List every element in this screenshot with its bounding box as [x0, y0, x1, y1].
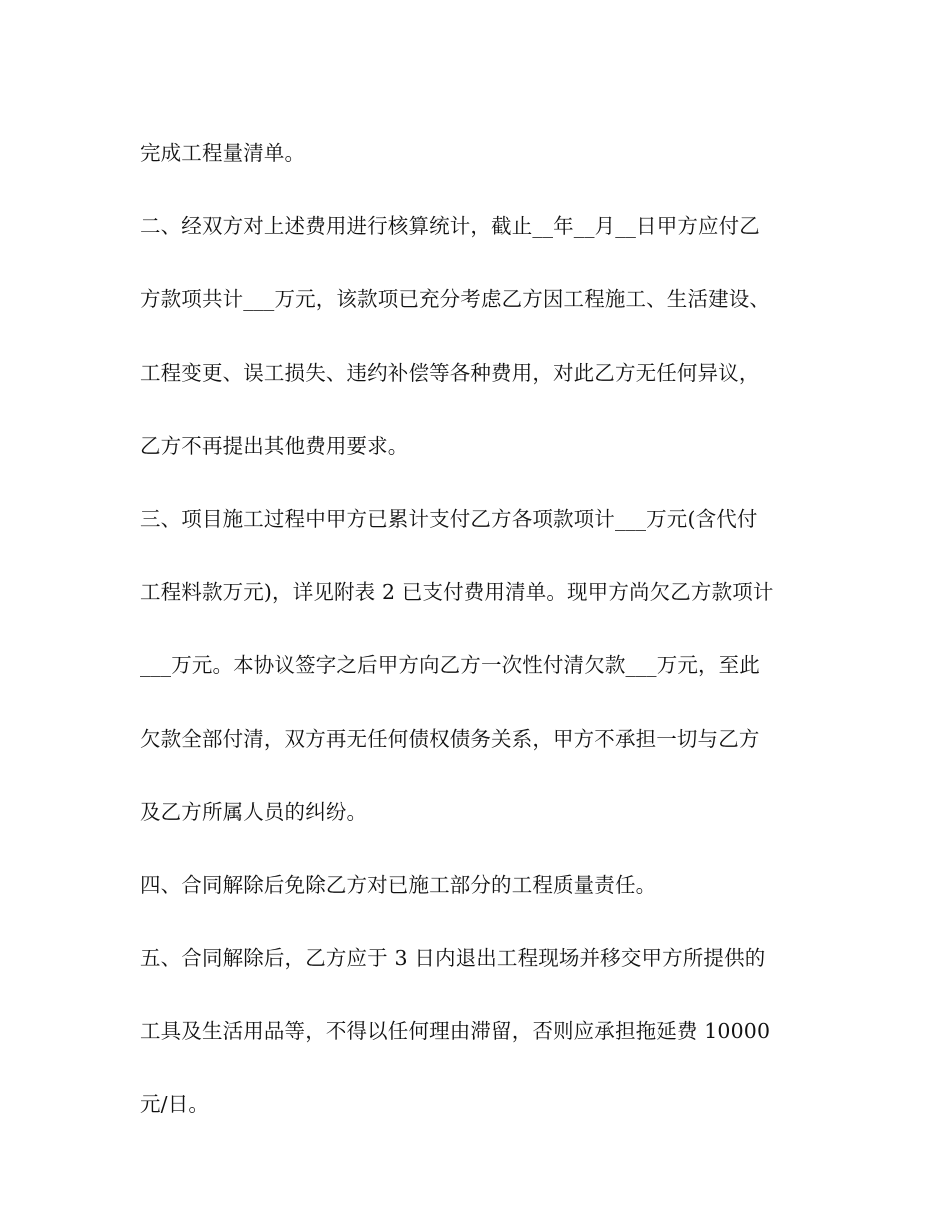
text-line: 五、合同解除后，乙方应于 3 日内退出工程现场并移交甲方所提供的	[140, 946, 766, 971]
agreement-body-text	[140, 117, 810, 1142]
text-line: 四、合同解除后免除乙方对已施工部分的工程质量责任。	[140, 872, 657, 897]
text-line: 工程料款万元)，详见附表 2 已支付费用清单。现甲方尚欠乙方款项计	[140, 580, 774, 605]
text-line: 工程变更、误工损失、违约补偿等各种费用，对此乙方无任何异议，	[140, 360, 760, 385]
text-line: 三、项目施工过程中甲方已累计支付乙方各项款项计___万元(含代付	[140, 506, 758, 531]
text-line: 元/日。	[140, 1092, 210, 1117]
text-line: 乙方不再提出其他费用要求。	[140, 433, 409, 458]
text-line: 二、经双方对上述费用进行核算统计，截止__年__月__日甲方应付乙	[140, 214, 760, 239]
text-line: 工具及生活用品等，不得以任何理由滞留，否则应承担拖延费 10000	[140, 1019, 771, 1044]
text-line: 及乙方所属人员的纠纷。	[140, 799, 368, 824]
text-line: ___万元。本协议签字之后甲方向乙方一次性付清欠款___万元，至此	[140, 653, 760, 678]
text-line: 完成工程量清单。	[140, 141, 306, 165]
text-line: 欠款全部付清，双方再无任何债权债务关系，甲方不承担一切与乙方	[140, 726, 760, 751]
text-line: 方款项共计___万元，该款项已充分考虑乙方因工程施工、生活建设、	[140, 287, 771, 312]
